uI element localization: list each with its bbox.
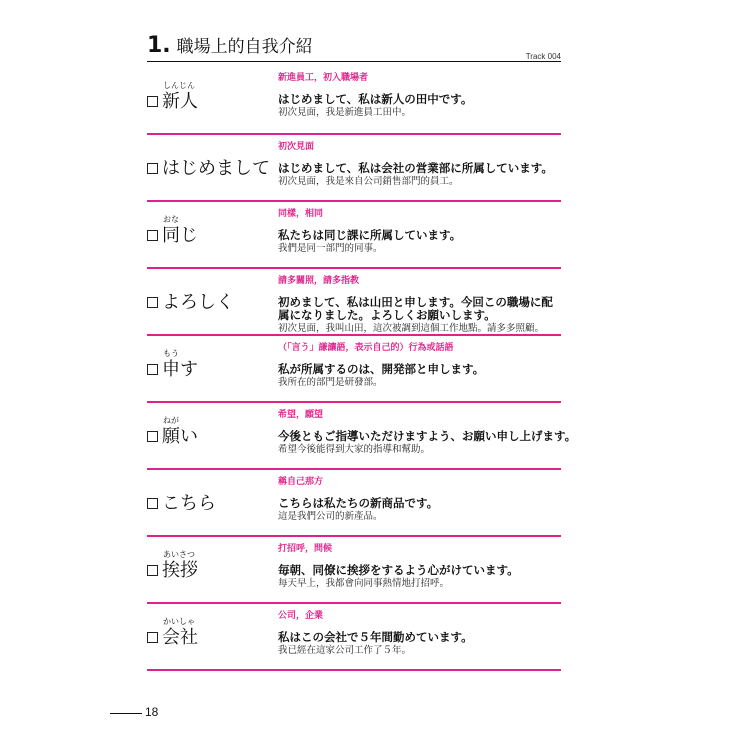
vocab-entry (147, 202, 561, 269)
vocab-word-block (147, 81, 275, 113)
checkbox-icon[interactable] (147, 632, 158, 643)
vocab-word-block (147, 288, 275, 314)
word-reading: かいしゃ (163, 617, 195, 626)
vocabulary-list (147, 66, 577, 671)
checkbox-icon[interactable] (147, 230, 158, 241)
word-reading: おな (163, 215, 179, 224)
example-sentence: はじめまして、私は新人の田中です。 (278, 92, 473, 106)
sentence-translation: 我已經在這家公司工作了５年。 (278, 645, 412, 656)
vocab-word: 願い (162, 426, 198, 447)
vocab-meaning: 初次見面 (278, 142, 315, 152)
vocab-word-block (147, 489, 275, 515)
example-sentence: 私が所属するのは、開発部と申します。 (278, 362, 485, 376)
vocab-word-block (147, 215, 275, 247)
header-rule (147, 61, 561, 62)
example-sentence: こちらは私たちの新商品です。 (278, 496, 439, 510)
vocab-entry (147, 537, 561, 604)
example-sentence: 今後ともご指導いただけますよう、お願い申し上げます。 (278, 429, 577, 443)
vocab-content (278, 72, 563, 119)
sentence-translation: 每天早上，我都會向同事熱情地打招呼。 (278, 578, 450, 589)
checkbox-icon[interactable] (147, 498, 158, 509)
sentence-translation: 這是我們公司的新產品。 (278, 511, 383, 522)
chapter-number: 1. (147, 33, 171, 58)
word-reading: もう (163, 349, 179, 358)
example-sentence: 私たちは同じ課に所属しています。 (278, 228, 462, 242)
vocab-content (278, 275, 563, 335)
vocab-word: 同じ (162, 225, 198, 246)
checkbox-icon[interactable] (147, 96, 158, 107)
sentence-translation: 我所在的部門是研發部。 (278, 377, 383, 388)
vocab-meaning: 稱自己那方 (278, 477, 324, 487)
vocab-entry (147, 470, 561, 537)
vocab-word: 会社 (162, 627, 198, 648)
word-reading: ねが (163, 416, 179, 425)
vocab-entry (147, 336, 561, 403)
vocab-entry (147, 269, 561, 336)
example-sentence: 毎朝、同僚に挨拶をするよう心がけています。 (278, 563, 519, 577)
vocab-word-block (147, 349, 275, 381)
vocab-content (278, 543, 563, 590)
vocab-meaning: 打招呼，問候 (278, 544, 333, 554)
footer-rule (110, 713, 142, 714)
vocab-content (278, 610, 563, 657)
sentence-translation: 初次見面，我是來自公司銷售部門的員工。 (278, 176, 459, 187)
vocab-entry (147, 66, 561, 135)
vocab-content (278, 476, 563, 523)
vocab-meaning: 新進員工，初入職場者 (278, 73, 369, 83)
example-sentence: 私はこの会社で５年間勤めています。 (278, 630, 473, 644)
sentence-translation: 初次見面，我是新進員工田中。 (278, 107, 412, 118)
vocab-content (278, 141, 563, 188)
vocab-meaning: 希望，願望 (278, 410, 324, 420)
vocab-meaning: （「言う」謙讓語，表示自己的）行為或話語 (278, 343, 454, 353)
vocab-entry (147, 403, 577, 470)
vocab-entry (147, 604, 561, 671)
vocab-content (278, 342, 563, 389)
vocab-word-block (147, 617, 275, 649)
example-sentence: 初めまして、私は山田と申します。今回この職場に配属になりました。よろしくお願いします。 (278, 295, 553, 322)
vocab-word: 新人 (162, 91, 198, 112)
vocab-word: はじめまして (162, 158, 270, 179)
word-reading: しんじん (163, 81, 195, 90)
vocab-content (278, 409, 577, 456)
word-reading: あいさつ (163, 550, 195, 559)
checkbox-icon[interactable] (147, 364, 158, 375)
checkbox-icon[interactable] (147, 431, 158, 442)
vocab-word: よろしく (162, 292, 234, 313)
vocab-word-block (147, 550, 275, 582)
sentence-translation: 初次見面，我叫山田，這次被調到這個工作地點。請多多照顧。 (278, 323, 545, 334)
sentence-translation: 我們是同一部門的同事。 (278, 243, 383, 254)
chapter-title: 職場上的自我介紹 (176, 37, 313, 57)
page-header (147, 32, 561, 62)
vocab-content (278, 208, 563, 255)
checkbox-icon[interactable] (147, 163, 158, 174)
vocab-meaning: 請多關照，請多指教 (278, 276, 360, 286)
checkbox-icon[interactable] (147, 565, 158, 576)
vocab-word-block (147, 416, 275, 448)
vocab-word: 申す (162, 359, 198, 380)
vocab-word: こちら (162, 493, 216, 514)
vocab-meaning: 公司，企業 (278, 611, 324, 621)
vocab-meaning: 同樣，相同 (278, 209, 324, 219)
sentence-translation: 希望今後能得到大家的指導和幫助。 (278, 444, 431, 455)
vocab-word-block (147, 154, 275, 180)
page-number: 18 (145, 705, 159, 719)
vocab-word: 挨拶 (162, 560, 198, 581)
chapter-heading (147, 32, 561, 58)
vocab-entry (147, 135, 561, 202)
track-label: Track 004 (525, 52, 561, 61)
checkbox-icon[interactable] (147, 297, 158, 308)
example-sentence: はじめまして、私は会社の営業部に所属しています。 (278, 161, 553, 175)
